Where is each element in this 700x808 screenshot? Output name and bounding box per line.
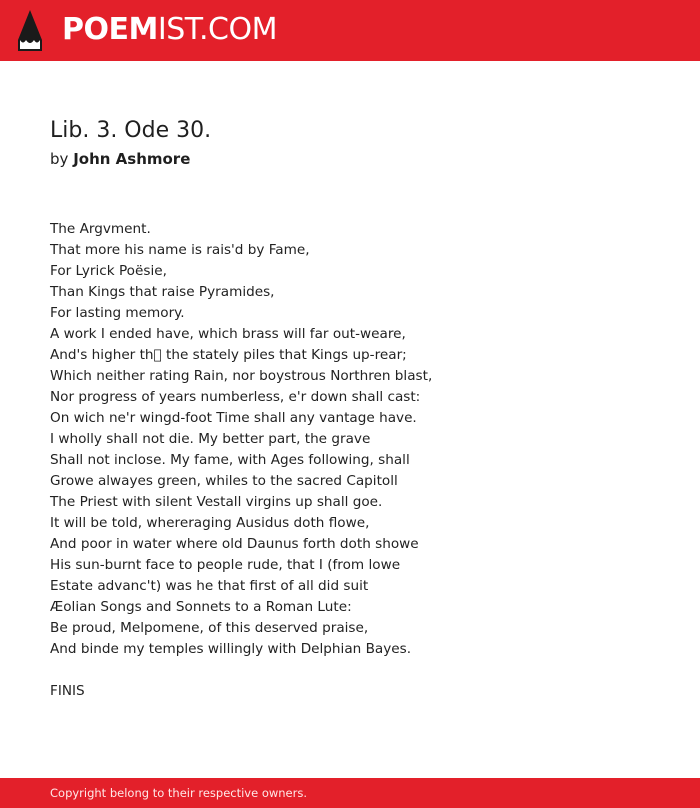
pencil-tip-icon[interactable]: [18, 10, 42, 51]
poem-byline: [50, 148, 190, 170]
poem-line: Be proud, Melpomene, of this deserved praise,: [50, 620, 369, 636]
poem-line: A work I ended have, which brass will far out-weare,: [50, 326, 406, 342]
poem-line: Estate advanc't) was he that first of all did suit: [50, 578, 369, 594]
poem-line: For Lyrick Poësie,: [50, 263, 167, 279]
logo-text-strong: POEM: [62, 12, 158, 47]
poem-line: It will be told, whereraging Ausidus doth flowe,: [50, 515, 370, 531]
poem-line: Shall not inclose. My fame, with Ages following, shall: [50, 452, 410, 468]
poem-line: I wholly shall not die. My better part, the grave: [50, 431, 371, 447]
copyright-text: Copyright belong to their respective owners.: [50, 786, 308, 800]
site-footer: [0, 778, 700, 808]
poem-line: For lasting memory.: [50, 305, 185, 321]
poem-line: And binde my temples willingly with Delphian Bayes.: [50, 641, 412, 657]
poem-line: The Argvment.: [50, 221, 151, 237]
poem-line: And poor in water where old Daunus forth doth showe: [50, 536, 419, 552]
poem-line: Growe alwayes green, whiles to the sacred Capitoll: [50, 473, 398, 489]
poem-line: The Priest with silent Vestall virgins up shall goe.: [50, 494, 383, 510]
site-header: [0, 0, 700, 61]
poem-line: On wich ne'r wingd-foot Time shall any vantage have.: [50, 410, 417, 426]
poem-line: His sun-burnt face to people rude, that I (from lowe: [50, 557, 401, 573]
poem-line: Æolian Songs and Sonnets to a Roman Lute:: [50, 599, 352, 615]
site-logo[interactable]: [62, 12, 277, 48]
by-label: by: [50, 150, 69, 168]
poem-line: Than Kings that raise Pyramides,: [50, 284, 275, 300]
poem-line: Nor progress of years numberless, e'r down shall cast:: [50, 389, 421, 405]
poem-body: [50, 219, 670, 660]
poem-closing: FINIS: [50, 683, 85, 699]
author-name[interactable]: John Ashmore: [73, 150, 191, 168]
poem-line: Which neither rating Rain, nor boystrous Northren blast,: [50, 368, 433, 384]
poem-line: And's higher th  the stately piles that Kings up-rear;: [50, 347, 407, 363]
poem-title: Lib. 3. Ode 30.: [50, 118, 212, 143]
poem-line: That more his name is rais'd by Fame,: [50, 242, 310, 258]
logo-text-light: IST.COM: [157, 12, 277, 47]
